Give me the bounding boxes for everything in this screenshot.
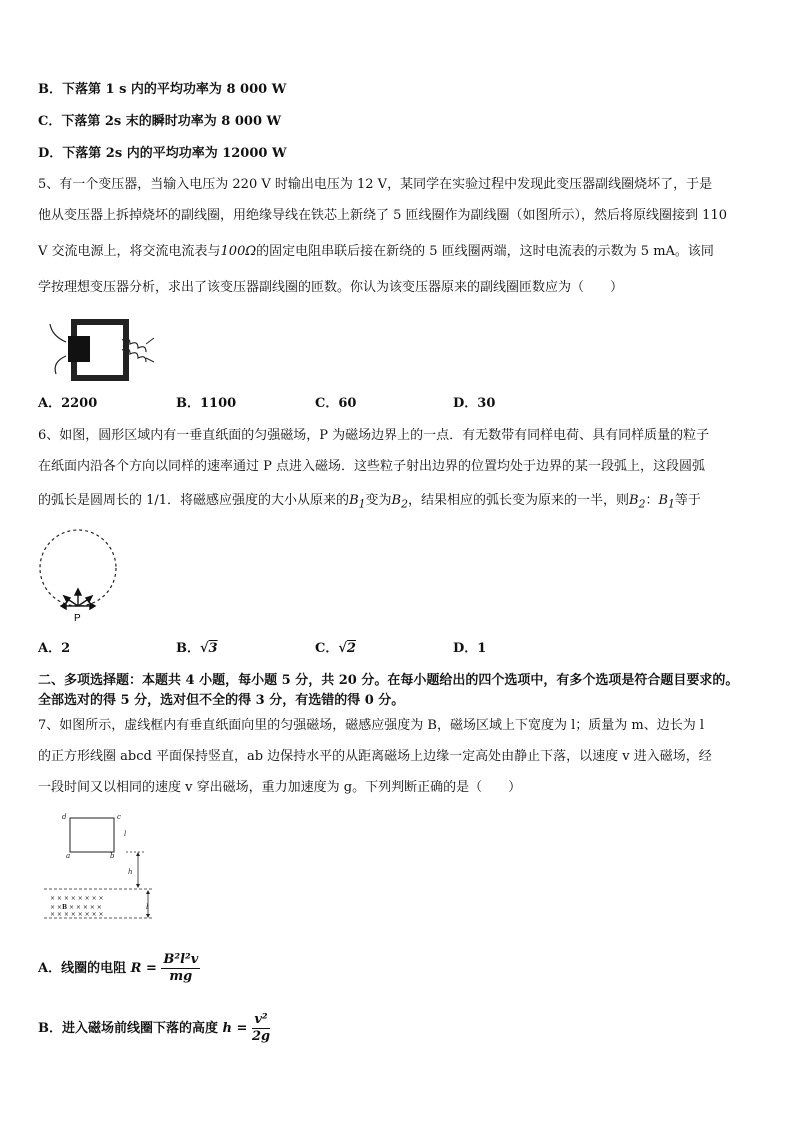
q6-b1-ratio: $B_1$: [658, 493, 675, 511]
q6-stem-line2: 在纸面内沿各个方向以同样的速率通过 P 点进入磁场．这些粒子射出边界的位置均处于边界的某一段弧上，这段圆弧: [38, 459, 706, 474]
svg-text:× ×B × × × × ×: × ×B × × × × ×: [50, 904, 102, 911]
svg-text:h: h: [128, 868, 133, 876]
q6-stem-line3a: 的弧长是圆周长的 1/1．将磁感应强度的大小从原来的: [38, 493, 350, 508]
q6-stem-line3c: ，结果相应的弧长变为原来的一半，则: [407, 493, 629, 508]
svg-text:l: l: [124, 830, 127, 838]
q5-option-d: D．30: [453, 396, 496, 411]
q6-stem-line3d: ：: [645, 493, 659, 508]
q6-option-b: B．√3: [176, 641, 218, 656]
q4-option-d: D．下落第 2s 内的平均功率为 12000 W: [38, 146, 287, 161]
q6-option-d: D．1: [453, 641, 487, 656]
q4-option-c: C．下落第 2s 末的瞬时功率为 8 000 W: [38, 114, 282, 129]
q6-b2-ratio: $B_2$: [629, 493, 646, 511]
q6-stem-line1: 6、如图，圆形区域内有一垂直纸面的匀强磁场，P 为磁场边界上的一点．有无数带有同样电荷、具有同样质量的粒子: [38, 428, 710, 443]
q7-option-b: [38, 1012, 270, 1045]
q5-option-c: C．60: [315, 396, 357, 411]
q5-stem-line3b: 的固定电阻串联后接在新绕的 5 匝线圈两端，这时电流表的示数为 5 mA。该同: [256, 244, 714, 259]
q6-option-a: A．2: [38, 641, 71, 656]
svg-text:c: c: [117, 813, 121, 821]
q4-option-b: B．下落第 1 s 内的平均功率为 8 000 W: [38, 82, 287, 97]
q6-stem-line3e: 等于: [674, 493, 701, 508]
circle-field-figure: [34, 526, 124, 626]
q5-option-a: A．2200: [38, 396, 98, 411]
q5-stem-line3a: V 交流电源上，将交流电流表与: [38, 244, 221, 259]
q6-stem-line3: [38, 492, 701, 514]
transformer-figure: [46, 316, 156, 386]
q5-option-b: B．1100: [176, 396, 237, 411]
q5-stem-line4: 学按理想变压器分析，求出了该变压器副线圈的匝数。你认为该变压器原来的副线圈匝数应为（ ）: [38, 280, 624, 295]
q6-b1: $B_1$: [349, 493, 366, 511]
q7-option-a-fraction: $\frac{\text{B²l²v}}{mg}$: [163, 952, 199, 984]
q5-stem-line1: 5、有一个变压器，当输入电压为 220 V 时输出电压为 12 V，某同学在实验过程中发现此变压器副线圈烧坏了，于是: [38, 177, 713, 192]
q5-stem-line3: [38, 243, 714, 261]
q7-option-b-text: B．进入磁场前线圈下落的高度: [38, 1021, 218, 1036]
q7-stem-line3: 一段时间又以相同的速度 v 穿出磁场，重力加速度为 g。下列判断正确的是（ ）: [38, 780, 522, 795]
section2-line2: 全部选对的得 5 分，选对但不全的得 3 分，有选错的得 0 分。: [38, 693, 405, 708]
svg-text:b: b: [110, 852, 115, 860]
q7-option-b-lhs: h =: [222, 1021, 248, 1036]
sqrt3: √3: [200, 641, 218, 656]
section2-line1: 二、多项选择题：本题共 4 小题，每小题 5 分，共 20 分。在每小题给出的四个选项中，有多个选项是符合题目要求的。: [38, 673, 739, 688]
q5-stem-line2: 他从变压器上拆掉烧坏的副线圈，用绝缘导线在铁芯上新绕了 5 匝线圈作为副线圈（如图所示），然后将原线圈接到 110: [38, 208, 727, 223]
q6-b2: $B_2$: [391, 493, 408, 511]
svg-text:l: l: [146, 903, 149, 911]
svg-text:× × × × × × × ×: × × × × × × × ×: [50, 911, 104, 918]
svg-text:× × × × × × × ×: × × × × × × × ×: [50, 895, 104, 902]
q7-stem-line1: 7、如图所示，虚线框内有垂直纸面向里的匀强磁场，磁感应强度为 B，磁场区域上下宽度为 l；质量为 m、边长为 l: [38, 718, 704, 733]
q7-option-a: [38, 952, 200, 985]
q6-stem-line3b: 变为: [365, 493, 392, 508]
svg-text:a: a: [66, 852, 71, 860]
point-p-label: P: [74, 613, 81, 624]
svg-text:d: d: [62, 813, 67, 821]
q6-option-c: C．√2: [315, 641, 356, 656]
q7-option-b-fraction: $\frac{\text{v²}}{2g}$: [251, 1012, 271, 1044]
q5-resistor-value: 100Ω: [220, 244, 257, 259]
sqrt2: √2: [338, 641, 356, 656]
q7-stem-line2: 的正方形线圈 abcd 平面保持竖直，ab 边保持水平的从距离磁场上边缘一定高处由静止下落，以速度 v 进入磁场，经: [38, 749, 712, 764]
coil-field-figure: [44, 808, 174, 923]
q7-option-a-lhs: R =: [130, 961, 157, 976]
q7-option-a-text: A．线圈的电阻: [38, 961, 127, 976]
